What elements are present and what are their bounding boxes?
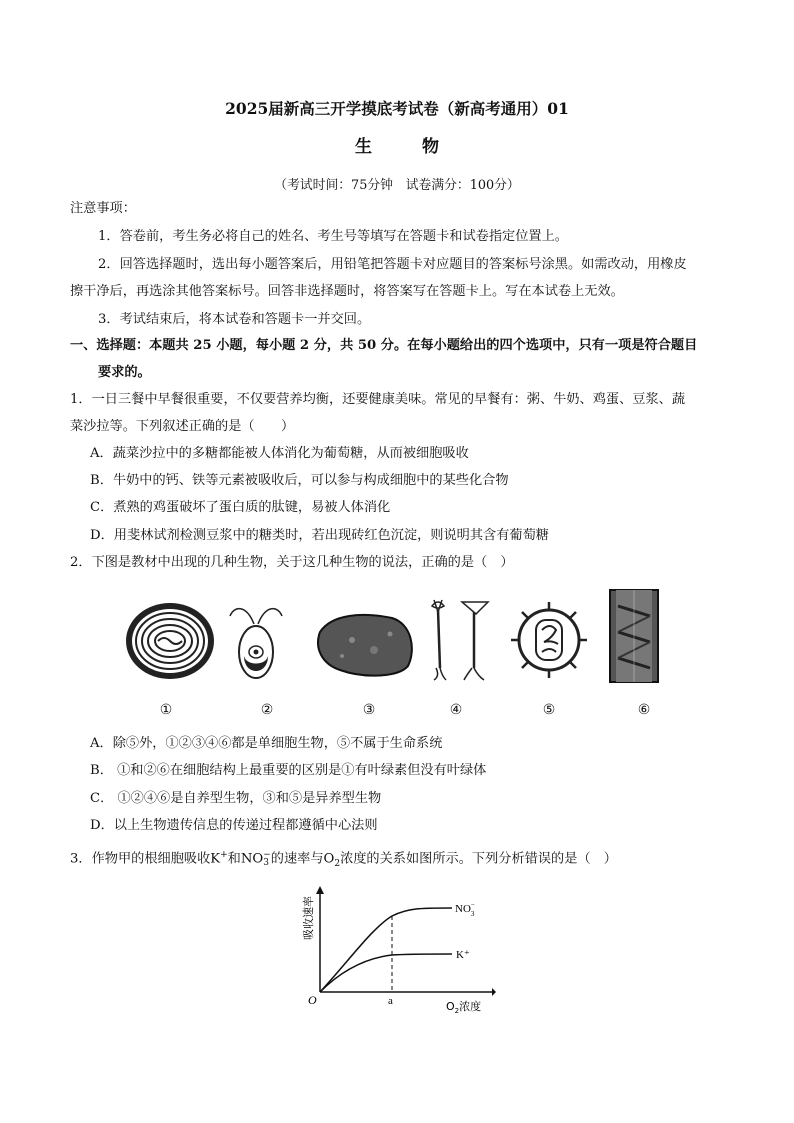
- curve-label-no3: [455, 901, 475, 918]
- q2-option-d: D．以上生物遗传信息的传递过程都遵循中心法则: [90, 818, 378, 833]
- q3-no-sub: 3: [263, 857, 269, 868]
- figure-label-2: ②: [260, 702, 274, 718]
- q3-k: K: [210, 851, 221, 867]
- section-1-label: 一、选择题: [70, 338, 136, 353]
- q3-no-charge: −: [263, 849, 271, 860]
- section-1-text-cont: 要求的。: [98, 365, 151, 380]
- curve-label-k: K⁺: [456, 949, 470, 961]
- x-axis-label-tail: 浓度: [459, 1000, 482, 1013]
- curve-label-no3-base: NO: [455, 903, 471, 915]
- q3-o2-sub: 2: [334, 859, 341, 870]
- q1-option-a: A．蔬菜沙拉中的多糖都能被人体消化为葡萄糖，从而被细胞吸收: [90, 446, 469, 461]
- notes-heading: 注意事项：: [70, 201, 136, 216]
- q3-o2: O: [323, 851, 335, 867]
- spirogyra-figure: [606, 588, 662, 684]
- tick-a: a: [388, 995, 393, 1007]
- q2-option-c: C． ①②④⑥是自养型生物，③和⑤是异养型生物: [90, 791, 382, 806]
- q2-option-a: A．除⑤外，①②③④⑥都是单细胞生物，⑤不属于生命系统: [90, 736, 443, 751]
- q1-stem: 1．一日三餐中早餐很重要，不仅要营养均衡，还要健康美味。常见的早餐有：粥、牛奶、鸡蛋、豆浆、蔬: [70, 392, 686, 407]
- umbrella-alga-figure: [428, 596, 490, 682]
- potassium-curve: [320, 954, 452, 992]
- figure-label-1: ①: [159, 702, 173, 718]
- q2-stem: 2．下图是教材中出现的几种生物，关于这几种生物的说法，正确的是（ ）: [70, 555, 514, 570]
- q1-option-b: B．牛奶中的钙、铁等元素被吸收后，可以参与构成细胞中的某些化合物: [90, 473, 509, 488]
- note-2: 2．回答选择题时，选出每小题答案后，用铅笔把答题卡对应题目的答案标号涂黑。如需改动，用橡皮: [98, 257, 687, 272]
- cyanobacterium-figure: [124, 600, 216, 682]
- figure-label-4: ④: [449, 702, 463, 718]
- q1-option-d: D．用斐林试剂检测豆浆中的糖类时，若出现砖红色沉淀，则说明其含有葡萄糖: [90, 528, 549, 543]
- subject-title: 生物: [355, 137, 489, 157]
- note-1: 1．答卷前，考生务必将自己的姓名、考生号等填写在答题卡和试卷指定位置上。: [98, 229, 568, 244]
- q3-stem-a: 3．作物甲的根细胞吸收: [70, 851, 211, 867]
- q1-stem-cont: 菜沙拉等。下列叙述正确的是（ ）: [70, 419, 295, 434]
- exam-meta: （考试时间：75分钟 试卷满分：100分）: [274, 178, 520, 193]
- curve-label-no3-sub: 3: [470, 910, 475, 918]
- x-axis-label-sub: 2: [454, 1007, 460, 1015]
- curve-label-no3-charge: −: [470, 901, 475, 909]
- q2-option-b: B． ①和②⑥在细胞结构上最重要的区别是①有叶绿素但没有叶绿体: [90, 763, 487, 778]
- virus-figure: [506, 596, 592, 684]
- y-axis-arrow: [316, 886, 324, 894]
- absorption-rate-graph: [296, 878, 496, 1018]
- q1-option-c: C．煮熟的鸡蛋破坏了蛋白质的肽键，易被人体消化: [90, 500, 391, 515]
- q3-stem-b: 的速率与: [270, 851, 324, 867]
- q3-stem: [70, 845, 617, 874]
- amoeba-figure: [312, 610, 418, 680]
- exam-title: 2025届新高三开学摸底考试卷（新高考通用）01: [225, 99, 569, 118]
- chlamydomonas-figure: [226, 600, 286, 682]
- q3-stem-c: 浓度的关系如图所示。下列分析错误的是（ ）: [340, 851, 617, 867]
- nitrate-curve: [320, 908, 452, 992]
- x-axis-arrow: [492, 988, 496, 996]
- note-2-cont: 擦干净后，再选涂其他答案标号。回答非选择题时，将答案写在答题卡上。写在本试卷上无效。: [70, 284, 624, 299]
- x-axis-label: [446, 999, 481, 1015]
- section-1-text: ：本题共 25 小题，每小题 2 分，共 50 分。在每小题给出的四个选项中，只有一项是符合题目: [135, 338, 698, 353]
- y-axis-label: 吸收速率: [302, 896, 315, 940]
- figure-label-3: ③: [362, 702, 376, 718]
- q3-k-charge: +: [220, 850, 228, 860]
- q3-no: NO: [240, 851, 264, 867]
- x-axis-label-o: O: [446, 1000, 455, 1013]
- section-1-header: [70, 336, 697, 356]
- note-3: 3．考试结束后，将本试卷和答题卡一并交回。: [98, 312, 371, 327]
- figure-label-6: ⑥: [637, 702, 651, 718]
- figure-label-5: ⑤: [542, 702, 556, 718]
- q3-and: 和: [227, 851, 241, 867]
- origin-label: O: [308, 993, 317, 1007]
